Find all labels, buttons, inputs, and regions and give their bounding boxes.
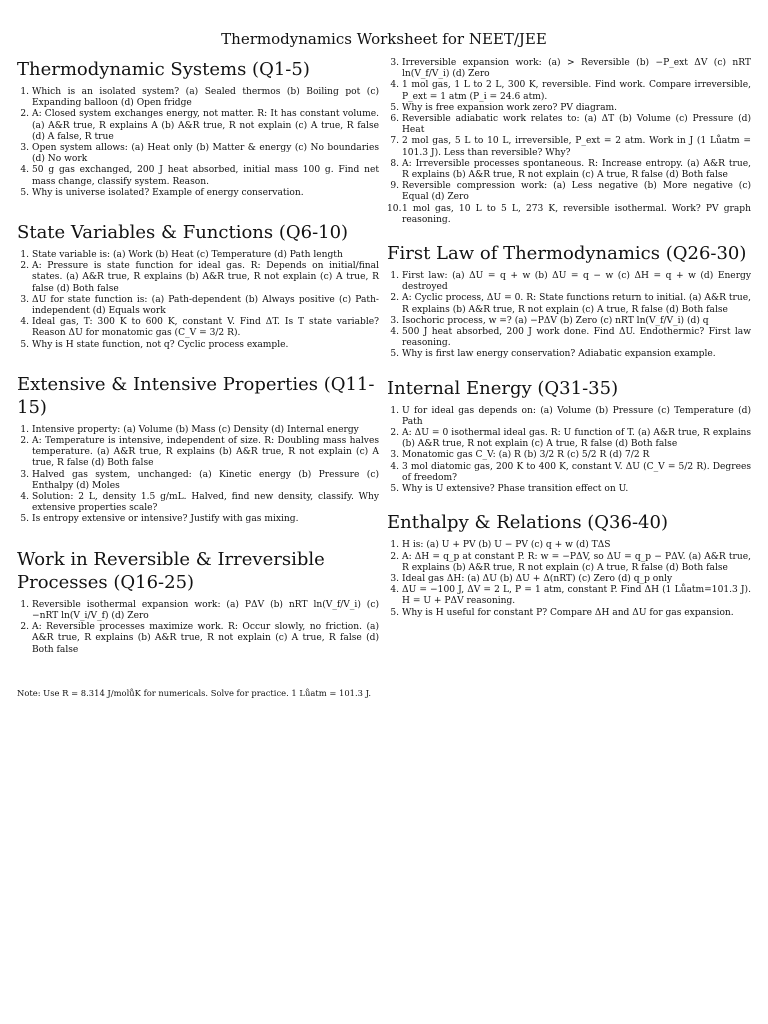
question-text: Why is U extensive? Phase transition effect on U. [402, 484, 629, 495]
question-item [387, 462, 751, 484]
question-number: 1. [20, 250, 29, 261]
question-item [17, 340, 379, 351]
question-number: 5. [390, 102, 399, 113]
question-text: State variable is: (a) Work (b) Heat (c) Temperature (d) Path length [32, 250, 343, 261]
section-heading: Thermodynamic Systems (Q1-5) [17, 59, 310, 80]
question-number: 4. [390, 80, 399, 91]
question-number: 4. [20, 165, 29, 176]
question-item [387, 585, 751, 607]
question-item [387, 327, 751, 349]
question-number: 3. [390, 450, 399, 461]
section [17, 221, 379, 351]
question-item [387, 293, 751, 315]
question-item [387, 181, 751, 203]
question-item [387, 271, 751, 293]
question-item [387, 552, 751, 574]
question-item [17, 492, 379, 514]
question-list [387, 540, 751, 618]
question-number: 6. [390, 114, 399, 125]
question-number: 5. [20, 339, 29, 350]
footer-note: Note: Use R = 8.314 J/molůK for numericals. Solve for practice. 1 Lůatm = 101.3 J. [17, 688, 372, 698]
question-number: 4. [390, 585, 399, 596]
question-text: A: Closed system exchanges energy, not matter. R: It has constant volume. (a) A&R true, R explains A (b) A&R true, R not explain (c) A true, R false (d) A false, R true [32, 109, 379, 142]
question-text: Reversible adiabatic work relates to: (a) ΔT (b) Volume (c) Pressure (d) Heat [402, 114, 751, 136]
question-number: 3. [390, 58, 399, 68]
question-text: Why is H useful for constant P? Compare ΔH and ΔU for gas expansion. [402, 607, 734, 618]
question-text: Reversible compression work: (a) Less negative (b) More negative (c) Equal (d) Zero [402, 181, 751, 203]
question-number: 9. [390, 181, 399, 192]
question-item [387, 349, 751, 360]
question-number: 10. [387, 203, 402, 214]
question-number: 7. [390, 136, 399, 147]
question-item [17, 436, 379, 470]
question-text: 2 mol gas, 5 L to 10 L, irreversible, P_ext = 2 atm. Work in J (1 Lůatm = 101.3 J). Less than reversible? Why? [402, 136, 751, 158]
question-text: Halved gas system, unchanged: (a) Kinetic energy (b) Pressure (c) Enthalpy (d) Moles [32, 469, 379, 491]
question-number: 4. [20, 492, 29, 503]
question-item [387, 406, 751, 428]
question-text: Ideal gas, T: 300 K to 600 K, constant V. Find ΔT. Is T state variable? Reason ΔU for monatomic gas (C_V = 3/2 R). [32, 317, 379, 339]
question-item [17, 261, 379, 295]
question-text: Solution: 2 L, density 1.5 g/mL. Halved, find new density, classify. Why extensive properties scale? [32, 492, 379, 514]
question-text: Ideal gas ΔH: (a) ΔU (b) ΔU + Δ(nRT) (c) Zero (d) q_p only [402, 573, 673, 584]
question-text: Why is H state function, not q? Cyclic process example. [32, 339, 289, 350]
question-text: A: ΔU = 0 isothermal ideal gas. R: U function of T. (a) A&R true, R explains (b) A&R true, R not explain (c) A true, R false (d) Both false [402, 428, 751, 450]
question-item [387, 316, 751, 327]
question-number: 4. [20, 317, 29, 328]
question-number: 1. [20, 87, 29, 97]
question-number: 3. [390, 315, 399, 326]
question-number: 3. [390, 573, 399, 584]
question-item [387, 484, 751, 495]
question-number: 3. [20, 469, 29, 480]
question-number: 5. [390, 607, 399, 618]
question-item [17, 425, 379, 436]
section [387, 242, 751, 361]
question-text: Which is an isolated system? (a) Sealed thermos (b) Boiling pot (c) Expanding balloon (d) Open fridge [32, 87, 379, 109]
question-item [17, 165, 379, 187]
question-number: 4. [390, 461, 399, 472]
section-heading: Internal Energy (Q31-35) [387, 377, 619, 399]
question-number: 1. [20, 599, 29, 610]
question-text: Monatomic gas C_V: (a) R (b) 3/2 R (c) 5/2 R (d) 7/2 R [402, 450, 650, 461]
section-heading: First Law of Thermodynamics (Q26-30) [387, 243, 747, 265]
question-number: 5. [20, 514, 29, 525]
section-heading: Work in Reversible & Irreversible Processes (Q16-25) [17, 548, 325, 593]
question-text: A: Reversible processes maximize work. R: Occur slowly, no friction. (a) A&R true, R explains (b) A&R true, R not explain (c) A true, R false (d) Both false [32, 622, 379, 655]
page-title: Thermodynamics Worksheet for NEET/JEE [221, 30, 547, 48]
question-text: Reversible isothermal expansion work: (a) PΔV (b) nRT ln(V_f/V_i) (c) −nRT ln(V_i/V_f) (d) Zero [32, 599, 379, 621]
question-item [387, 608, 751, 619]
question-number: 5. [20, 187, 29, 198]
section [17, 58, 379, 199]
question-number: 2. [390, 551, 399, 562]
question-text: A: ΔH = q_p at constant P. R: w = −PΔV, so ΔU = q_p − PΔV. (a) A&R true, R explains (b) A&R true, R not explain (c) A true, R false (d) Both false [402, 551, 751, 573]
question-item [387, 80, 751, 102]
question-item [387, 428, 751, 450]
question-text: A: Irreversible processes spontaneous. R: Increase entropy. (a) A&R true, R explains (b) A&R true, R not explain (c) A true, R false (d) Both false [402, 158, 751, 181]
question-item [17, 622, 379, 656]
question-number: 5. [390, 349, 399, 360]
question-text: ΔU = −100 J, ΔV = 2 L, P = 1 atm, constant P. Find ΔH (1 Lůatm=101.3 J). H = U + PΔV reasoning. [402, 585, 751, 607]
question-item [387, 136, 751, 158]
left-column [17, 58, 379, 656]
question-item [387, 159, 751, 181]
question-list [17, 425, 379, 526]
section-heading: Extensive & Intensive Properties (Q11-15) [17, 373, 375, 418]
question-item [17, 250, 379, 261]
question-item [387, 574, 751, 585]
question-text: 1 mol gas, 10 L to 5 L, 273 K, reversible isothermal. Work? PV graph reasoning. [402, 203, 751, 225]
question-text: A: Cyclic process, ΔU = 0. R: State functions return to initial. (a) A&R true, R explains (b) A&R true, R not explain (c) A true, R false (d) Both false [402, 293, 751, 315]
question-item [17, 470, 379, 492]
question-number: 1. [390, 271, 399, 282]
question-list [17, 600, 379, 656]
question-item [387, 204, 751, 226]
question-text: 1 mol gas, 1 L to 2 L, 300 K, reversible. Find work. Compare irreversible, P_ext = 1 atm (P_i = 24.6 atm). [402, 80, 751, 102]
right-column [387, 58, 751, 619]
question-item [387, 540, 751, 551]
question-text: ΔU for state function is: (a) Path-dependent (b) Always positive (c) Path-independent (d) Equals work [32, 294, 379, 317]
question-number: 1. [390, 405, 399, 416]
question-number: 2. [390, 293, 399, 304]
question-item [17, 600, 379, 622]
question-text: Why is free expansion work zero? PV diagram. [402, 102, 618, 113]
question-number: 2. [390, 428, 399, 439]
question-text: Intensive property: (a) Volume (b) Mass (c) Density (d) Internal energy [32, 424, 359, 435]
question-item [17, 143, 379, 165]
section-heading: Enthalpy & Relations (Q36-40) [387, 512, 668, 534]
question-text: H is: (a) U + PV (b) U − PV (c) q + w (d) TΔS [402, 540, 611, 551]
question-number: 5. [390, 484, 399, 495]
section [17, 548, 379, 656]
section [387, 58, 751, 226]
question-text: Why is first law energy conservation? Adiabatic expansion example. [402, 349, 716, 360]
question-text: Irreversible expansion work: (a) > Reversible (b) −P_ext ΔV (c) nRT ln(V_f/V_i) (d) Zero [402, 58, 751, 80]
question-item [17, 87, 379, 109]
question-list [17, 250, 379, 351]
question-text: U for ideal gas depends on: (a) Volume (b) Pressure (c) Temperature (d) Path [402, 405, 751, 427]
question-number: 1. [390, 540, 399, 551]
section [387, 511, 751, 618]
section-heading: State Variables & Functions (Q6-10) [17, 222, 349, 244]
section [387, 377, 751, 496]
question-item [17, 188, 379, 199]
question-number: 3. [20, 143, 29, 154]
question-item [387, 114, 751, 136]
question-number: 8. [390, 158, 399, 169]
question-number: 2. [20, 109, 29, 120]
question-text: Is entropy extensive or intensive? Justify with gas mixing. [32, 514, 299, 525]
question-item [387, 58, 751, 80]
question-text: Isochoric process, w =? (a) −PΔV (b) Zero (c) nRT ln(V_f/V_i) (d) q [402, 315, 709, 326]
question-text: 500 J heat absorbed, 200 J work done. Find ΔU. Endothermic? First law reasoning. [402, 327, 751, 349]
question-text: Open system allows: (a) Heat only (b) Matter & energy (c) No boundaries (d) No work [32, 143, 379, 165]
question-number: 2. [20, 261, 29, 272]
question-list [387, 406, 751, 496]
question-item [17, 109, 379, 143]
question-list [17, 87, 379, 199]
question-text: First law: (a) ΔU = q + w (b) ΔU = q − w (c) ΔH = q + w (d) Energy destroyed [402, 271, 751, 293]
question-item [387, 450, 751, 461]
question-number: 2. [20, 622, 29, 633]
question-number: 4. [390, 327, 399, 338]
question-text: 3 mol diatomic gas, 200 K to 400 K, constant V. ΔU (C_V = 5/2 R). Degrees of freedom? [402, 461, 751, 483]
question-item [387, 103, 751, 114]
question-number: 1. [20, 424, 29, 435]
question-item [17, 295, 379, 317]
question-list [387, 271, 751, 361]
question-number: 2. [20, 436, 29, 447]
question-text: A: Pressure is state function for ideal gas. R: Depends on initial/final states. (a) A&R true, R explains (b) A&R true, R not explain (c) A true, R false (d) Both false [32, 261, 379, 294]
question-text: A: Temperature is intensive, independent of size. R: Doubling mass halves temperature. (a) A&R true, R explains (b) A&R true, R not explain (c) A true, R false (d) Both false [32, 436, 379, 469]
question-text: 50 g gas exchanged, 200 J heat absorbed, initial mass 100 g. Find net mass change, classify system. Reason. [32, 165, 379, 187]
question-item [17, 317, 379, 339]
question-text: Why is universe isolated? Example of energy conservation. [32, 187, 304, 198]
section [17, 373, 379, 526]
question-item [17, 514, 379, 525]
question-number: 3. [20, 294, 29, 305]
question-list [387, 58, 751, 226]
